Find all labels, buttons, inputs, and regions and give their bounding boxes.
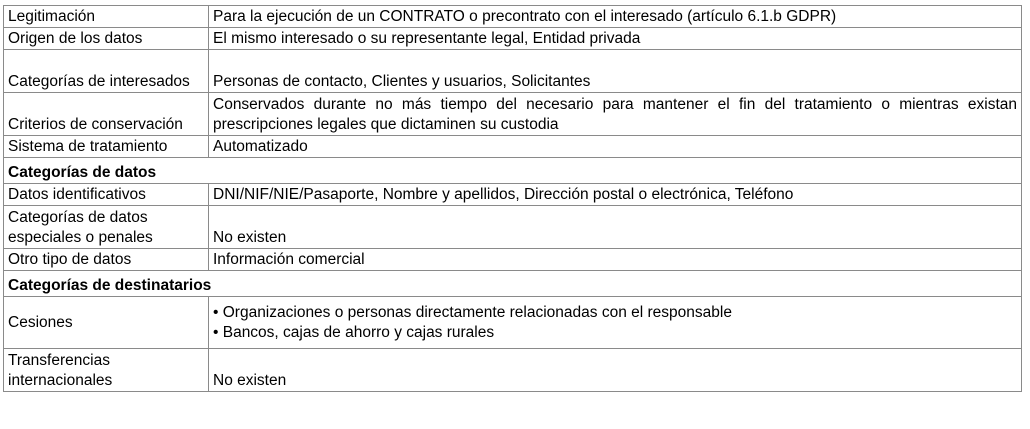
table-row	[4, 349, 1022, 392]
table-row	[4, 249, 1022, 271]
row-label: Transferencias internacionales	[4, 349, 209, 392]
row-value: No existen	[209, 206, 1022, 249]
section-title: Categorías de destinatarios	[4, 271, 1022, 297]
row-value: Personas de contacto, Clientes y usuarios, Solicitantes	[209, 50, 1022, 93]
table-row	[4, 93, 1022, 136]
row-value: Para la ejecución de un CONTRATO o precontrato con el interesado (artículo 6.1.b GDPR)	[209, 6, 1022, 28]
table-row	[4, 6, 1022, 28]
table-row	[4, 28, 1022, 50]
row-label: Legitimación	[4, 6, 209, 28]
row-label: Categorías de interesados	[4, 50, 209, 93]
list-item: • Bancos, cajas de ahorro y cajas rurales	[213, 323, 495, 341]
row-label: Cesiones	[4, 297, 209, 349]
section-title: Categorías de datos	[4, 158, 1022, 184]
table-row	[4, 206, 1022, 249]
section-header-destinatarios	[4, 271, 1022, 297]
row-label: Criterios de conservación	[4, 93, 209, 136]
row-label: Categorías de datos especiales o penales	[4, 206, 209, 249]
table-row	[4, 50, 1022, 93]
row-label: Otro tipo de datos	[4, 249, 209, 271]
row-value: No existen	[209, 349, 1022, 392]
row-value: DNI/NIF/NIE/Pasaporte, Nombre y apellidos, Dirección postal o electrónica, Teléfono	[209, 184, 1022, 206]
table-row	[4, 184, 1022, 206]
row-value	[209, 297, 1022, 349]
row-value: Conservados durante no más tiempo del necesario para mantener el fin del tratamiento o mientras existan prescripciones legales que dictaminen su custodia	[209, 93, 1022, 136]
row-value: Información comercial	[209, 249, 1022, 271]
row-label: Origen de los datos	[4, 28, 209, 50]
row-label: Sistema de tratamiento	[4, 136, 209, 158]
section-header-datos	[4, 158, 1022, 184]
data-processing-table	[3, 5, 1022, 392]
row-value: El mismo interesado o su representante legal, Entidad privada	[209, 28, 1022, 50]
list-item: • Organizaciones o personas directamente relacionadas con el responsable	[213, 303, 732, 321]
table-row	[4, 297, 1022, 349]
row-label: Datos identificativos	[4, 184, 209, 206]
table-row	[4, 136, 1022, 158]
row-value: Automatizado	[209, 136, 1022, 158]
